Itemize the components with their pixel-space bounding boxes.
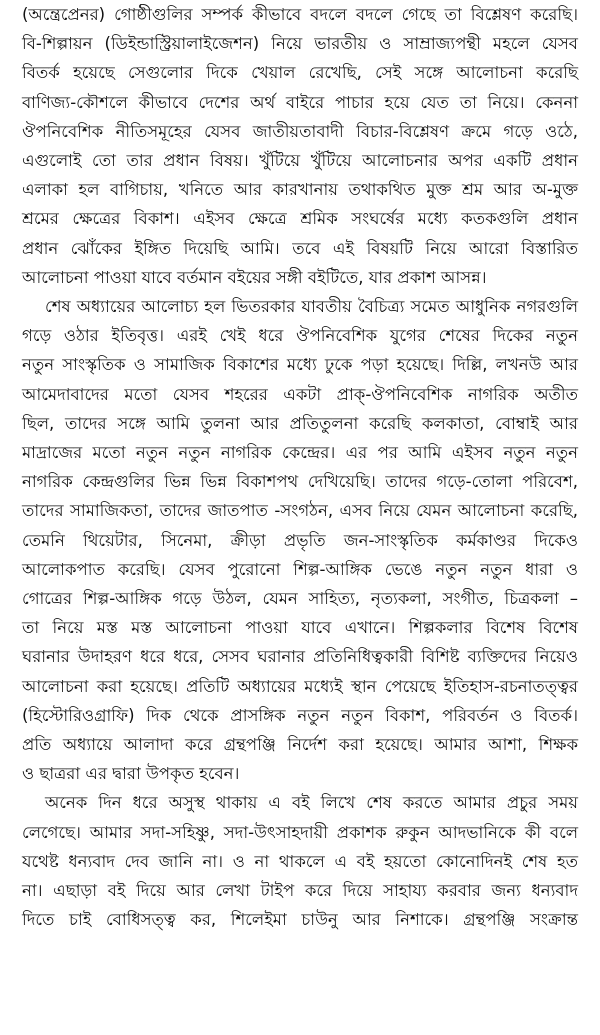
text-line: যথেষ্ট ধন্যবাদ দেব জানি না। ও না থাকলে এ বই হয়তো কোনোদিনই শেষ হত	[22, 851, 578, 871]
text-line: এগুলোই তো তার প্রধান বিষয়। খুঁটিয়ে খুঁটিয়ে আলোচনার অপর একটি প্রধান	[22, 151, 578, 171]
text-line: লেগেছে। আমার সদা-সহিষ্ণু, সদা-উৎসাহদায়ী প্রকাশক রুকুন আদভানিকে কী বলে	[22, 822, 578, 842]
paragraph	[22, 292, 578, 788]
text-line: ঘরানার উদাহরণ ধরে ধরে, সেসব ঘরানার প্রতিনিধিত্বকারী বিশিষ্ট ব্যক্তিদের নিয়েও	[22, 647, 578, 667]
text-line: বিতর্ক হয়েছে সেগুলোর দিকে খেয়াল রেখেছি, সেই সঙ্গে আলোচনা করেছি	[22, 63, 578, 83]
text-line: নাগরিক কেন্দ্রগুলির ভিন্ন ভিন্ন বিকাশপথ দেখিয়েছি। তাদের গড়ে-তোলা পরিবেশ,	[22, 472, 578, 492]
text-line: আলোচনা পাওয়া যাবে বর্তমান বইয়ের সঙ্গী বইটিতে, যার প্রকাশ আসন্ন।	[22, 267, 487, 287]
text-line: গোত্রের শিল্প-আঙ্গিক গড়ে উঠল, যেমন সাহিত্য, নৃত্যকলা, সংগীত, চিত্রকলা –	[22, 589, 578, 609]
text-line: নতুন সাংস্কৃতিক ও সামাজিক বিকাশের মধ্যে ঢুকে পড়া হয়েছে। দিল্লি, লখনউ আর	[22, 355, 578, 375]
paragraph	[22, 0, 578, 292]
text-line: দিতে চাই বোধিসত্ত্ব কর, শিলেইমা চাউনু আর নিশাকে। গ্রন্থপঞ্জি সংক্রান্ত	[22, 910, 578, 930]
text-line: তাদের সামাজিকতা, তাদের জাতপাত -সংগঠন, এসব নিয়ে যেমন আলোচনা করেছি,	[22, 501, 578, 521]
text-line: বি-শিল্পায়ন (ডিইন্ডাস্ট্রিয়ালাইজেশন) নিয়ে ভারতীয় ও সাম্রাজ্যপন্থী মহলে যেসব	[22, 34, 578, 54]
text-line: প্রতি অধ্যায়ে আলাদা করে গ্রন্থপঞ্জি নির্দেশ করা হয়েছে। আমার আশা, শিক্ষক	[22, 735, 578, 755]
text-line: (অন্ত্রেপ্রেনর) গোষ্ঠীগুলির সম্পর্ক কীভাবে বদলে বদলে গেছে তা বিশ্লেষণ করেছি।	[22, 5, 578, 24]
text-line: আলোচনা করা হয়েছে। প্রতিটি অধ্যায়ের মধ্যেই স্থান পেয়েছে ইতিহাস-রচনাতত্ত্বর	[22, 676, 578, 696]
text-line: গড়ে ওঠার ইতিবৃত্ত। এরই খেই ধরে ঔপনিবেশিক যুগের শেষের দিকের নতুন	[22, 326, 578, 346]
text-line: না। এছাড়া বই দিয়ে আর লেখা টাইপ করে দিয়ে সাহায্য করবার জন্য ধন্যবাদ	[22, 881, 578, 901]
text-line: শ্রমের ক্ষেত্রের বিকাশ। এইসব ক্ষেত্রে শ্রমিক সংঘর্ষের মধ্যে কতকগুলি প্রধান	[22, 209, 578, 229]
text-line: এলাকা হল বাগিচায়, খনিতে আর কারখানায় তথাকথিত মুক্ত শ্রম আর অ-মুক্ত	[22, 180, 578, 200]
document-page	[22, 0, 578, 935]
text-line: ঔপনিবেশিক নীতিসমূহের যেসব জাতীয়তাবাদী বিচার-বিশ্লেষণ ক্রমে গড়ে ওঠে,	[22, 121, 578, 141]
text-line: বাণিজ্য-কৌশলে কীভাবে দেশের অর্থ বাইরে পাচার হয়ে যেত তা নিয়ে। কেননা	[22, 92, 578, 112]
text-line: ও ছাত্ররা এর দ্বারা উপকৃত হবেন।	[22, 764, 240, 784]
text-line: তা নিয়ে মস্ত মস্ত আলোচনা পাওয়া যাবে এখানে। শিল্পকলার বিশেষ বিশেষ	[22, 618, 578, 638]
text-line: আলোকপাত করেছি। যেসব পুরোনো শিল্প-আঙ্গিক ভেঙে নতুন নতুন ধারা ও	[22, 559, 578, 579]
text-line: শেষ অধ্যায়ের আলোচ্য হল ভিতরকার যাবতীয় বৈচিত্র্য সমেত আধুনিক নগরগুলি	[45, 297, 578, 317]
paragraph	[22, 788, 578, 934]
text-line: তেমনি থিয়েটার, সিনেমা, ক্রীড়া প্রভৃতি জন-সাংস্কৃতিক কর্মকাণ্ডর দিকেও	[22, 530, 578, 550]
text-line: ছিল, তাদের সঙ্গে আমি তুলনা আর প্রতিতুলনা করেছি কলকাতা, বোম্বাই আর	[22, 413, 578, 433]
text-line: (হিস্টোরিওগ্রাফি) দিক থেকে প্রাসঙ্গিক নতুন নতুন বিকাশ, পরিবর্তন ও বিতর্ক।	[22, 705, 578, 725]
text-line: প্রধান ঝোঁকের ইঙ্গিত দিয়েছি আমি। তবে এই বিষয়টি নিয়ে আরো বিস্তারিত	[22, 238, 578, 258]
text-line: আমেদাবাদের মতো যেসব শহরের একটা প্রাক্-ঔপনিবেশিক নাগরিক অতীত	[22, 384, 578, 404]
text-line: অনেক দিন ধরে অসুস্থ থাকায় এ বই লিখে শেষ করতে আমার প্রচুর সময়	[45, 793, 578, 813]
text-line: মাদ্রাজের মতো নতুন নতুন নাগরিক কেন্দ্রের। এর পর আমি এইসব নতুন নতুন	[22, 443, 578, 463]
